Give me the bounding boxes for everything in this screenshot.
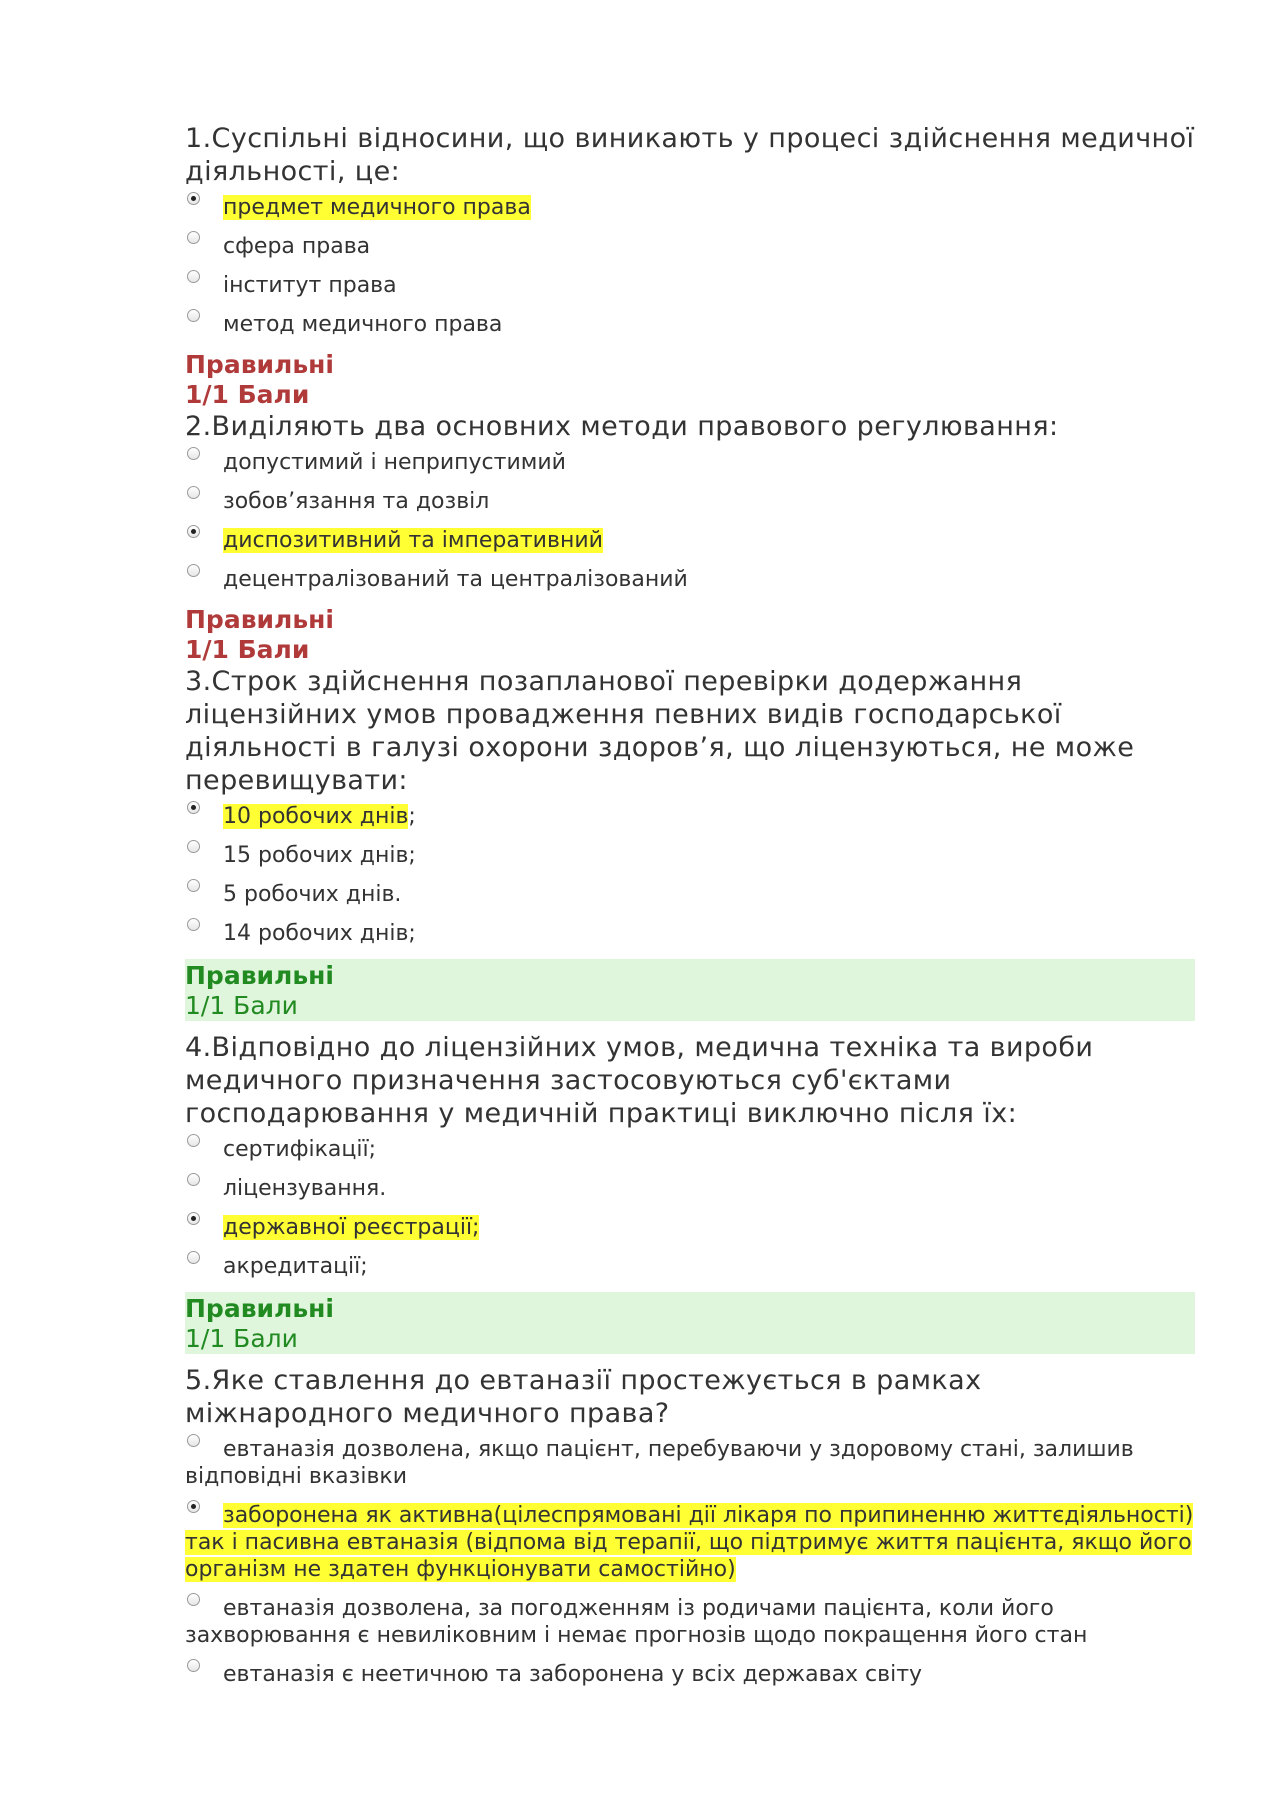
answer-label: допустимий і неприпустимий bbox=[223, 450, 566, 475]
radio-unchecked-icon[interactable] bbox=[187, 1593, 200, 1606]
result-box bbox=[185, 959, 1195, 1021]
result-status: Правильні bbox=[185, 961, 334, 990]
question-5 bbox=[185, 1364, 1195, 1688]
radio-unchecked-icon[interactable] bbox=[187, 1434, 200, 1447]
question-4 bbox=[185, 1031, 1195, 1354]
answer-label: сертифікації; bbox=[223, 1137, 377, 1162]
question-2 bbox=[185, 410, 1195, 665]
answer-option[interactable] bbox=[185, 1436, 1195, 1490]
radio-unchecked-icon[interactable] bbox=[187, 270, 200, 283]
radio-unchecked-icon[interactable] bbox=[187, 1173, 200, 1186]
radio-unchecked-icon[interactable] bbox=[187, 564, 200, 577]
answer-option[interactable] bbox=[185, 1595, 1195, 1649]
radio-unchecked-icon[interactable] bbox=[187, 840, 200, 853]
answer-option[interactable] bbox=[185, 449, 1195, 476]
question-text: 2.Виділяють два основних методи правового регулювання: bbox=[185, 411, 1059, 442]
answer-label: 15 робочих днів; bbox=[223, 843, 416, 868]
radio-checked-icon[interactable] bbox=[187, 525, 200, 538]
answer-label: заборонена як активна(цілеспрямовані дії лікаря по припиненню життєдіяльності) так і пасивна евтаназія (відпома від терапії, що підтримує життя пацієнта, якщо його організм не здатен функціонувати самостійно) bbox=[185, 1503, 1194, 1582]
answer-option[interactable] bbox=[185, 233, 1195, 260]
radio-checked-icon[interactable] bbox=[187, 1212, 200, 1225]
answer-label: сфера права bbox=[223, 234, 371, 259]
result-status: Правильні bbox=[185, 605, 334, 634]
answer-option[interactable] bbox=[185, 1661, 1195, 1688]
answer-option[interactable] bbox=[185, 881, 1195, 908]
answer-option[interactable] bbox=[185, 1214, 1195, 1241]
answer-option[interactable] bbox=[185, 311, 1195, 338]
answer-option[interactable] bbox=[185, 488, 1195, 515]
radio-unchecked-icon[interactable] bbox=[187, 1659, 200, 1672]
answer-label: евтаназія дозволена, якщо пацієнт, перебуваючи у здоровому стані, залишив відповідні вказівки bbox=[185, 1437, 1134, 1489]
radio-unchecked-icon[interactable] bbox=[187, 447, 200, 460]
question-text: 4.Відповідно до ліцензійних умов, медична техніка та вироби медичного призначення застосовуються суб'єктами господарювання у медичній практиці виключно після їх: bbox=[185, 1032, 1094, 1129]
result-points: 1/1 Бали bbox=[185, 380, 310, 409]
answer-option[interactable] bbox=[185, 272, 1195, 299]
answer-option[interactable] bbox=[185, 1502, 1195, 1583]
answer-suffix: ; bbox=[408, 804, 416, 829]
quiz-review bbox=[185, 122, 1195, 1700]
answer-label: 10 робочих днів bbox=[223, 804, 409, 829]
answer-option[interactable] bbox=[185, 842, 1195, 869]
answer-label: зобов’язання та дозвіл bbox=[223, 489, 490, 514]
radio-checked-icon[interactable] bbox=[187, 1500, 200, 1513]
radio-unchecked-icon[interactable] bbox=[187, 231, 200, 244]
radio-checked-icon[interactable] bbox=[187, 801, 200, 814]
answer-option[interactable] bbox=[185, 803, 1195, 830]
answer-label: евтаназія є неетичною та заборонена у всіх державах світу bbox=[223, 1662, 923, 1687]
result-box bbox=[185, 1292, 1195, 1354]
answer-label: інститут права bbox=[223, 273, 397, 298]
answer-label: децентралізований та централізований bbox=[223, 567, 688, 592]
question-text: 1.Суспільні відносини, що виникають у процесі здійснення медичної діяльності, це: bbox=[185, 123, 1195, 187]
answer-label: ліцензування. bbox=[223, 1176, 387, 1201]
result-points: 1/1 Бали bbox=[185, 991, 298, 1020]
question-text: 3.Строк здійснення позапланової перевірки додержання ліцензійних умов провадження певних видів господарської діяльності в галузі охорони здоров’я, що ліцензуються, не може перевищувати: bbox=[185, 666, 1135, 796]
result-points: 1/1 Бали bbox=[185, 635, 310, 664]
radio-unchecked-icon[interactable] bbox=[187, 309, 200, 322]
answer-option[interactable] bbox=[185, 194, 1195, 221]
answer-option[interactable] bbox=[185, 1175, 1195, 1202]
answer-label: метод медичного права bbox=[223, 312, 503, 337]
question-1 bbox=[185, 122, 1195, 410]
radio-checked-icon[interactable] bbox=[187, 192, 200, 205]
answer-label: 14 робочих днів; bbox=[223, 921, 416, 946]
radio-unchecked-icon[interactable] bbox=[187, 486, 200, 499]
radio-unchecked-icon[interactable] bbox=[187, 879, 200, 892]
answer-option[interactable] bbox=[185, 1136, 1195, 1163]
answer-label: 5 робочих днів. bbox=[223, 882, 402, 907]
result-status: Правильні bbox=[185, 350, 334, 379]
answer-label: предмет медичного права bbox=[223, 195, 531, 220]
answer-label: евтаназія дозволена, за погодженням із родичами пацієнта, коли його захворювання є невиліковним і немає прогнозів щодо покращення його стан bbox=[185, 1596, 1088, 1648]
answer-label: диспозитивний та імперативний bbox=[223, 528, 603, 553]
result-points: 1/1 Бали bbox=[185, 1324, 298, 1353]
answer-label: державної реєстрації; bbox=[223, 1215, 480, 1240]
answer-option[interactable] bbox=[185, 920, 1195, 947]
answer-option[interactable] bbox=[185, 566, 1195, 593]
result-status: Правильні bbox=[185, 1294, 334, 1323]
answer-label: акредитації; bbox=[223, 1254, 368, 1279]
question-3 bbox=[185, 665, 1195, 1021]
radio-unchecked-icon[interactable] bbox=[187, 1134, 200, 1147]
radio-unchecked-icon[interactable] bbox=[187, 1251, 200, 1264]
answer-option[interactable] bbox=[185, 1253, 1195, 1280]
question-text: 5.Яке ставлення до евтаназії простежується в рамках міжнародного медичного права? bbox=[185, 1365, 982, 1429]
radio-unchecked-icon[interactable] bbox=[187, 918, 200, 931]
answer-option[interactable] bbox=[185, 527, 1195, 554]
